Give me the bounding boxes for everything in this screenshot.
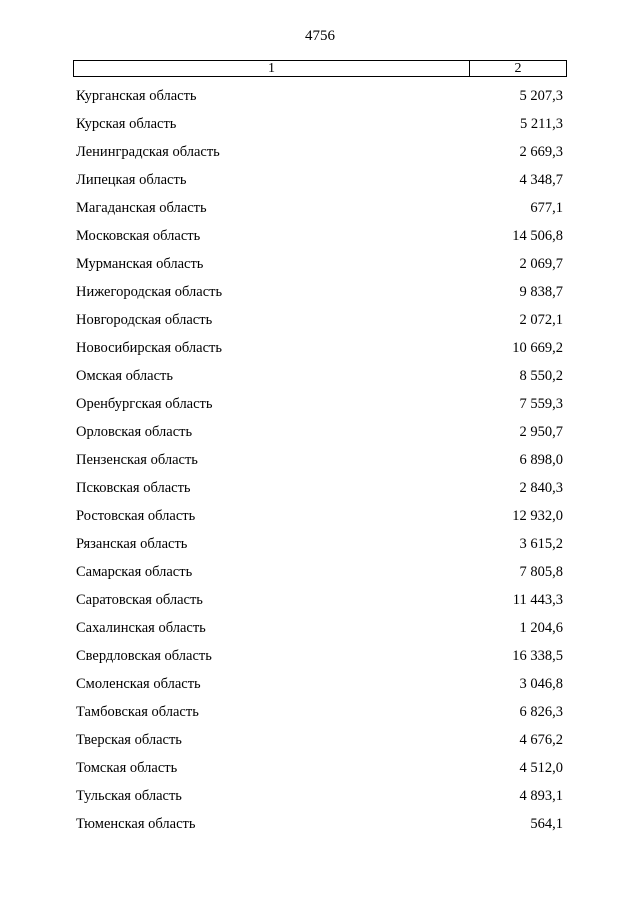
region-value: 2 669,3 xyxy=(519,144,563,160)
table-row xyxy=(73,446,563,474)
region-name: Тюменская область xyxy=(76,816,196,832)
region-value: 4 512,0 xyxy=(519,760,563,776)
table-row xyxy=(73,390,563,418)
region-name: Омская область xyxy=(76,368,173,384)
table-row xyxy=(73,782,563,810)
region-value: 1 204,6 xyxy=(519,620,563,636)
table-row xyxy=(73,194,563,222)
region-name: Ростовская область xyxy=(76,508,196,524)
region-name: Ленинградская область xyxy=(76,144,220,160)
table-row xyxy=(73,110,563,138)
table-row xyxy=(73,82,563,110)
region-value: 2 069,7 xyxy=(519,256,563,272)
table-row xyxy=(73,530,563,558)
region-name: Нижегородская область xyxy=(76,284,223,300)
table-body xyxy=(73,82,563,838)
region-name: Новосибирская область xyxy=(76,340,222,356)
table-row xyxy=(73,586,563,614)
region-value: 677,1 xyxy=(530,200,563,216)
region-name: Липецкая область xyxy=(76,172,187,188)
page-number: 4756 xyxy=(305,28,335,44)
column-header-1: 1 xyxy=(74,61,470,76)
region-value: 2 072,1 xyxy=(519,312,563,328)
table-row xyxy=(73,726,563,754)
region-name: Орловская область xyxy=(76,424,193,440)
region-value: 564,1 xyxy=(530,816,563,832)
table-row xyxy=(73,222,563,250)
table-row xyxy=(73,166,563,194)
region-name: Саратовская область xyxy=(76,592,203,608)
region-value: 14 506,8 xyxy=(512,228,563,244)
region-value: 6 826,3 xyxy=(519,704,563,720)
region-name: Самарская область xyxy=(76,564,193,580)
table-row xyxy=(73,306,563,334)
region-name: Тульская область xyxy=(76,788,182,804)
table-row xyxy=(73,418,563,446)
region-name: Пензенская область xyxy=(76,452,198,468)
table-row xyxy=(73,670,563,698)
region-value: 6 898,0 xyxy=(519,452,563,468)
region-name: Томская область xyxy=(76,760,178,776)
table-row xyxy=(73,614,563,642)
region-value: 3 615,2 xyxy=(519,536,563,552)
region-name: Тамбовская область xyxy=(76,704,199,720)
region-value: 7 559,3 xyxy=(519,396,563,412)
table-row xyxy=(73,250,563,278)
region-name: Сахалинская область xyxy=(76,620,206,636)
region-name: Магаданская область xyxy=(76,200,207,216)
region-value: 5 211,3 xyxy=(520,116,563,132)
region-name: Московская область xyxy=(76,228,201,244)
table-row xyxy=(73,138,563,166)
table-row xyxy=(73,698,563,726)
region-name: Курская область xyxy=(76,116,177,132)
region-value: 3 046,8 xyxy=(519,676,563,692)
table-row xyxy=(73,754,563,782)
region-value: 5 207,3 xyxy=(519,88,563,104)
table-row xyxy=(73,502,563,530)
table-row xyxy=(73,334,563,362)
region-name: Мурманская область xyxy=(76,256,204,272)
region-name: Смоленская область xyxy=(76,676,201,692)
region-name: Оренбургская область xyxy=(76,396,213,412)
region-value: 8 550,2 xyxy=(519,368,563,384)
region-value: 4 348,7 xyxy=(519,172,563,188)
table-row xyxy=(73,278,563,306)
region-name: Новгородская область xyxy=(76,312,213,328)
region-value: 9 838,7 xyxy=(519,284,563,300)
column-header-2: 2 xyxy=(514,61,522,76)
region-value: 11 443,3 xyxy=(512,592,563,608)
table-row xyxy=(73,362,563,390)
region-value: 10 669,2 xyxy=(512,340,563,356)
table-row xyxy=(73,558,563,586)
region-value: 4 676,2 xyxy=(519,732,563,748)
region-value: 4 893,1 xyxy=(519,788,563,804)
region-value: 2 950,7 xyxy=(519,424,563,440)
region-value: 16 338,5 xyxy=(512,648,563,664)
region-value: 12 932,0 xyxy=(512,508,563,524)
table-row xyxy=(73,474,563,502)
region-name: Рязанская область xyxy=(76,536,188,552)
region-name: Свердловская область xyxy=(76,648,212,664)
region-value: 7 805,8 xyxy=(519,564,563,580)
region-name: Курганская область xyxy=(76,88,197,104)
region-name: Тверская область xyxy=(76,732,182,748)
table-row xyxy=(73,642,563,670)
table-header xyxy=(73,60,567,77)
region-name: Псковская область xyxy=(76,480,191,496)
table-row xyxy=(73,810,563,838)
region-value: 2 840,3 xyxy=(519,480,563,496)
